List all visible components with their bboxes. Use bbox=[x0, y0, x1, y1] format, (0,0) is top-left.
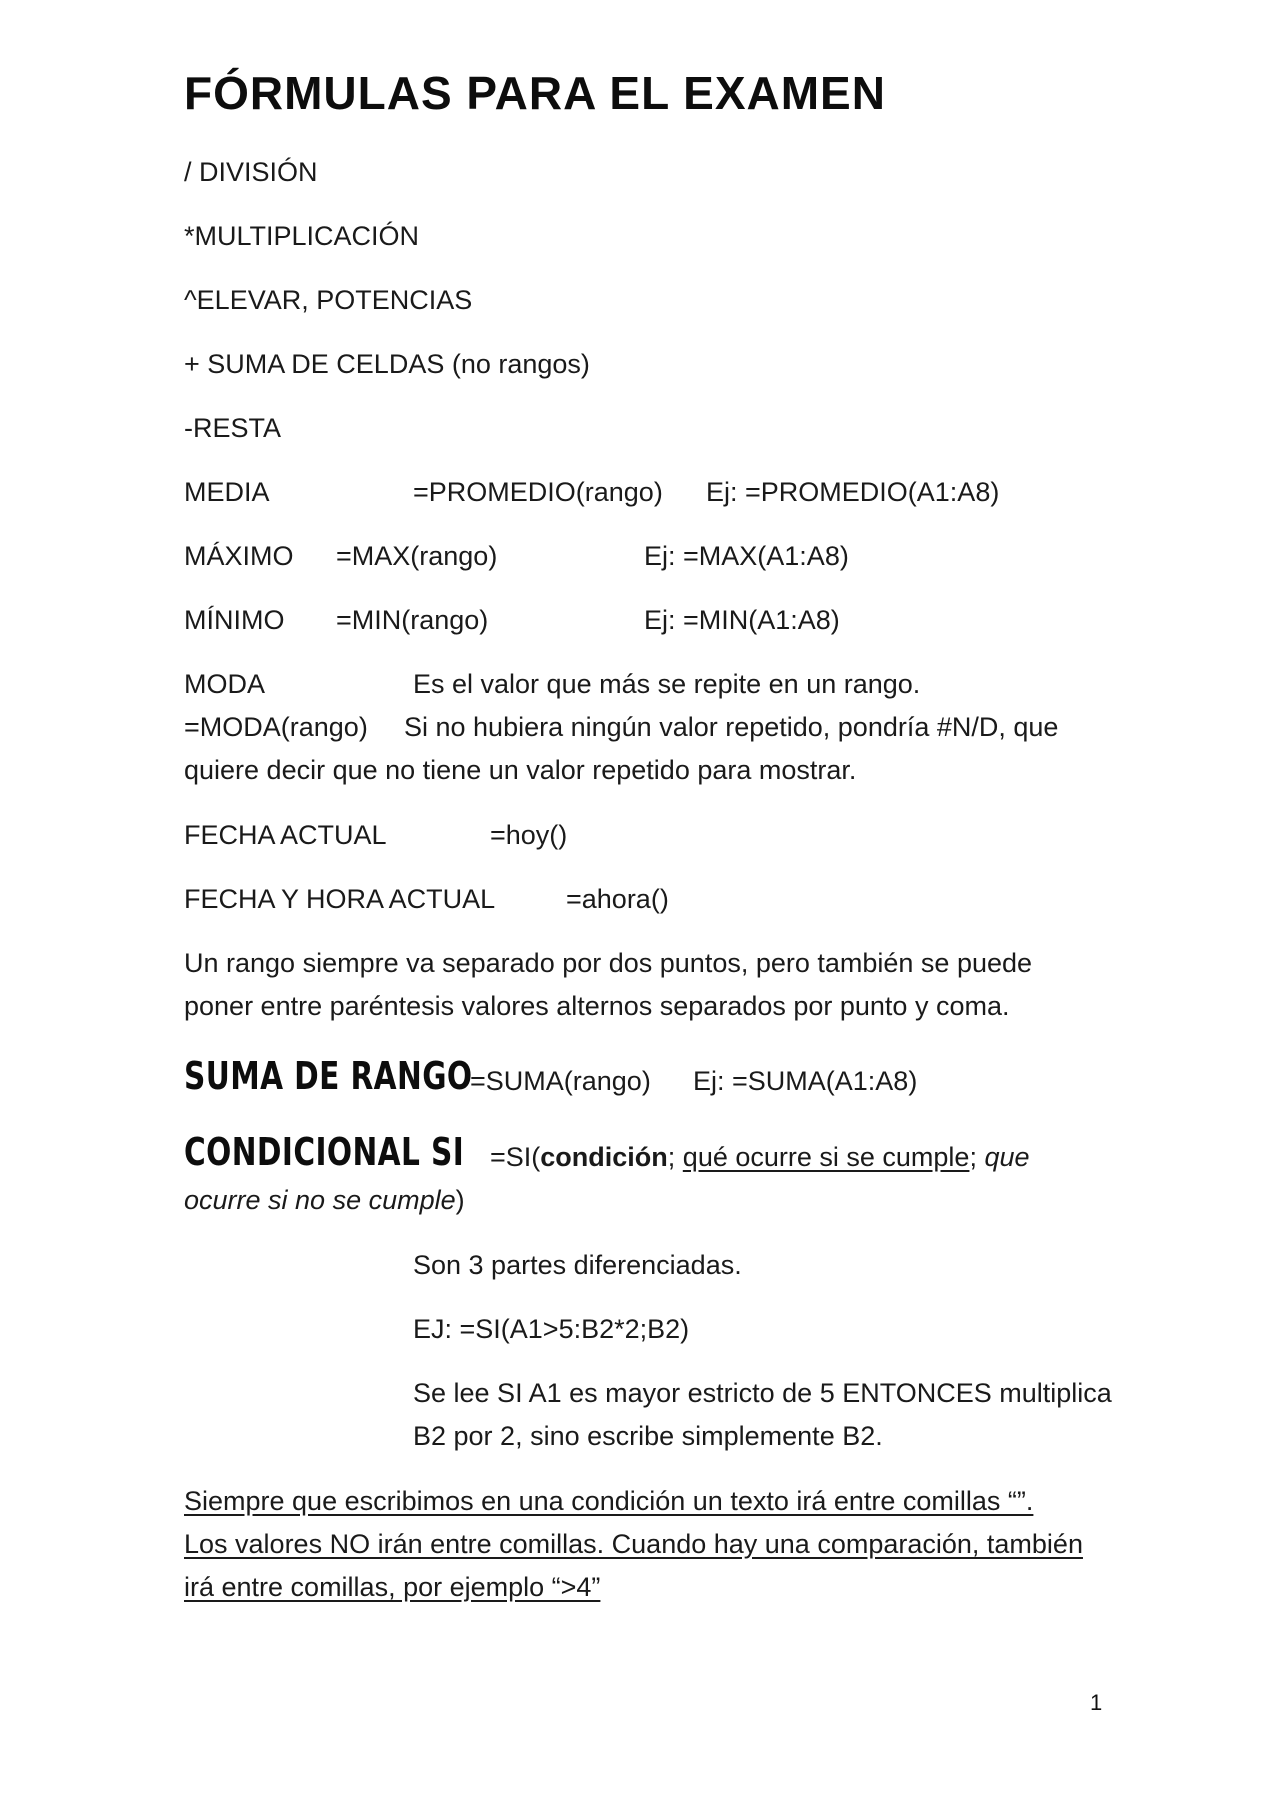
fecha-label: FECHA ACTUAL bbox=[184, 820, 387, 850]
page-number: 1 bbox=[1090, 1690, 1103, 1715]
si-formula-open: =SI( bbox=[490, 1142, 541, 1172]
comillas-note-line-2: Los valores NO irán entre comillas. Cuando hay una comparación, también bbox=[184, 1529, 1083, 1559]
si-formula bbox=[490, 1140, 1030, 1174]
si-parts: Son 3 partes diferenciadas. bbox=[413, 1250, 742, 1280]
si-formula-continued bbox=[184, 1183, 465, 1217]
si-explanation-line-1: Se lee SI A1 es mayor estricto de 5 ENTONCES multiplica bbox=[413, 1378, 1112, 1408]
fecha-formula: =hoy() bbox=[490, 820, 568, 850]
minimo-example: Ej: =MIN(A1:A8) bbox=[644, 605, 840, 635]
moda-description-3: quiere decir que no tiene un valor repetido para mostrar. bbox=[184, 755, 857, 785]
moda-description: Es el valor que más se repite en un rango. bbox=[413, 669, 921, 699]
operator-sum: + SUMA DE CELDAS (no rangos) bbox=[184, 349, 590, 379]
si-example: EJ: =SI(A1>5:B2*2;B2) bbox=[413, 1314, 690, 1344]
fecha-hora-label: FECHA Y HORA ACTUAL bbox=[184, 884, 496, 914]
moda-description-2: Si no hubiera ningún valor repetido, pondría #N/D, que bbox=[404, 712, 1059, 742]
maximo-formula: =MAX(rango) bbox=[336, 541, 498, 571]
suma-heading: SUMA DE RANGO bbox=[184, 1054, 473, 1098]
media-formula: =PROMEDIO(rango) bbox=[413, 477, 663, 507]
si-formula-condition: condición bbox=[540, 1142, 668, 1172]
fecha-hora-formula: =ahora() bbox=[566, 884, 669, 914]
media-label: MEDIA bbox=[184, 477, 270, 507]
si-formula-sep-2: ; bbox=[969, 1142, 985, 1172]
si-formula-false-branch-end: ocurre si no se cumple bbox=[184, 1185, 456, 1215]
minimo-formula: =MIN(rango) bbox=[336, 605, 489, 635]
si-formula-false-branch-start: que bbox=[984, 1142, 1030, 1172]
operator-subtract: -RESTA bbox=[184, 413, 282, 443]
moda-formula: =MODA(rango) bbox=[184, 712, 368, 742]
comillas-note-line-3: irá entre comillas, por ejemplo “>4” bbox=[184, 1572, 601, 1602]
rango-note-line-2: poner entre paréntesis valores alternos separados por punto y coma. bbox=[184, 991, 1010, 1021]
suma-example: Ej: =SUMA(A1:A8) bbox=[693, 1066, 918, 1096]
suma-formula: =SUMA(rango) bbox=[470, 1066, 651, 1096]
minimo-label: MÍNIMO bbox=[184, 605, 285, 635]
si-formula-true-branch: qué ocurre si se cumple bbox=[682, 1142, 970, 1172]
si-formula-sep-1: ; bbox=[667, 1142, 683, 1172]
si-heading: CONDICIONAL SI bbox=[184, 1130, 465, 1174]
maximo-label: MÁXIMO bbox=[184, 541, 294, 571]
operator-multiplication: *MULTIPLICACIÓN bbox=[184, 221, 420, 251]
moda-label: MODA bbox=[184, 669, 265, 699]
page-title: FÓRMULAS PARA EL EXAMEN bbox=[184, 67, 886, 119]
rango-note-line-1: Un rango siempre va separado por dos puntos, pero también se puede bbox=[184, 948, 1033, 978]
media-example: Ej: =PROMEDIO(A1:A8) bbox=[706, 477, 1000, 507]
operator-division: / DIVISIÓN bbox=[184, 157, 318, 187]
maximo-example: Ej: =MAX(A1:A8) bbox=[644, 541, 849, 571]
operator-power: ^ELEVAR, POTENCIAS bbox=[184, 285, 473, 315]
si-explanation-line-2: B2 por 2, sino escribe simplemente B2. bbox=[413, 1421, 883, 1451]
comillas-note-line-1: Siempre que escribimos en una condición un texto irá entre comillas “”. bbox=[184, 1486, 1034, 1516]
si-formula-close: ) bbox=[455, 1185, 465, 1215]
